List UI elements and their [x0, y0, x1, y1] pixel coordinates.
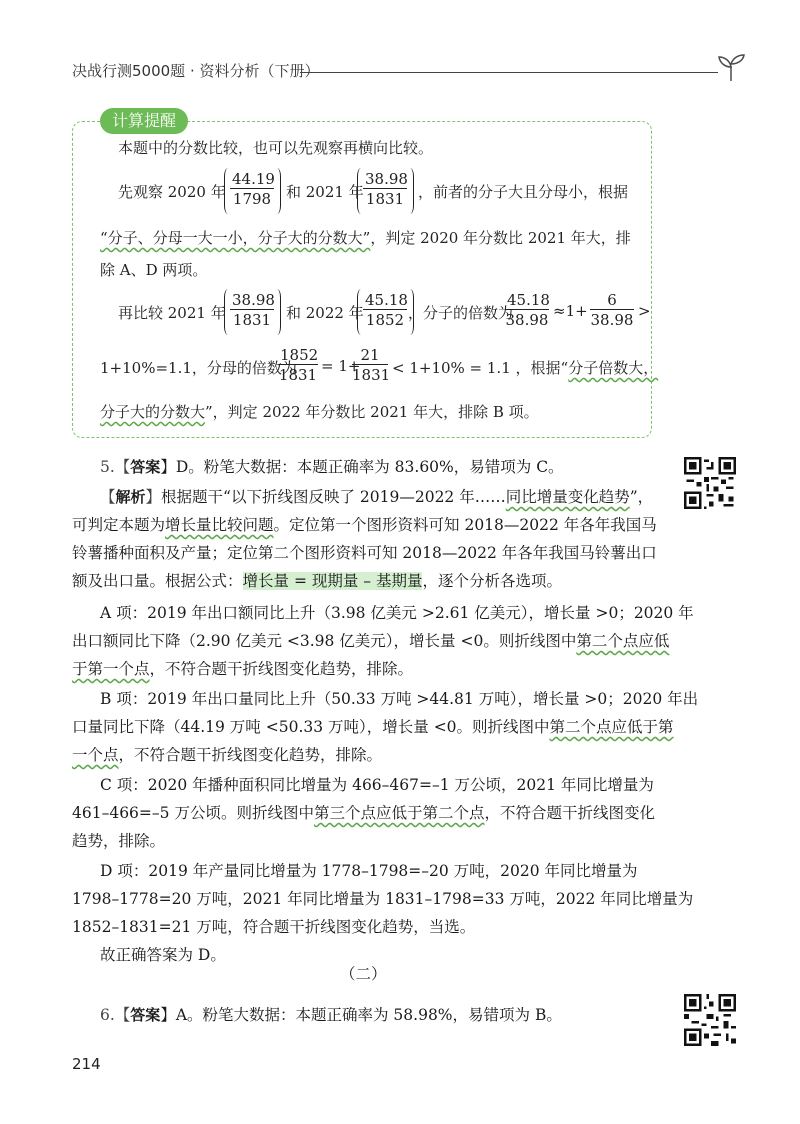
sprout-icon: [716, 50, 746, 82]
qr-code-icon[interactable]: [684, 994, 736, 1046]
option-d-line-3: 1852–1831=21 万吨，符合题干折线图变化趋势，当选。: [72, 918, 476, 936]
page-number: 214: [72, 1055, 101, 1073]
option-a-line-1: A 项：2019 年出口额同比上升（3.98 亿美元 >2.61 亿美元），增长量 >0；2020 年: [100, 604, 694, 622]
option-b-line-2: 口量同比下降（44.19 万吨 <50.33 万吨），增长量 <0。则折线图中第二个点应低于第: [72, 718, 674, 736]
fraction: $\frac{44.19}{1798}$: [232, 170, 275, 208]
q6-answer-line: 6.【答案】A。粉笔大数据：本题正确率为 58.98%，易错项为 B。: [100, 1006, 562, 1024]
paren: [273, 168, 281, 214]
tip-line-5a: 再比较 2021 年: [118, 304, 226, 322]
tip-line-7: 分子大的分数大”，判定 2022 年分数比 2021 年大，排除 B 项。: [100, 403, 539, 421]
tip-line-5e: >: [638, 302, 651, 320]
paren: [273, 289, 281, 335]
qr-code-icon[interactable]: [684, 457, 736, 509]
tip-line-6b: = 1+: [321, 357, 361, 375]
tip-line-5b: 和 2022 年: [286, 304, 364, 322]
fraction: $\frac{21}{1831}$: [352, 346, 391, 384]
option-d-line-2: 1798–1778=20 万吨，2021 年同比增量为 1831–1798=33 万吨，2022 年同比增量为: [72, 890, 694, 908]
fraction: $\frac{38.98}{1831}$: [232, 291, 275, 329]
tip-line-2b: 和 2021 年: [286, 183, 364, 201]
option-b-line-3: 一个点，不符合题干折线图变化趋势，排除。: [72, 746, 383, 764]
tip-line-5d: ≈1+: [553, 302, 588, 320]
analysis-line-2: 可判定本题为增长量比较问题。定位第一个图形资料可知 2018—2022 年各年我国马: [72, 516, 657, 534]
option-c-line-1: C 项：2020 年播种面积同比增量为 466–467=–1 万公顷，2021 年同比增量为: [100, 776, 654, 794]
tip-line-3: “分子、分母一大一小，分子大的分数大”，判定 2020 年分数比 2021 年大，排: [100, 229, 631, 247]
option-d-line-1: D 项：2019 年产量同比增量为 1778–1798=–20 万吨，2020 年同比增量为: [100, 862, 638, 880]
paren: [406, 168, 414, 214]
tip-line-2c: ，前者的分子大且分母小，根据: [418, 183, 629, 201]
fraction: $\frac{45.18}{38.98}$: [505, 291, 550, 329]
option-b-line-1: B 项：2019 年出口量同比上升（50.33 万吨 >44.81 万吨），增长量 >0；2020 年出: [100, 690, 699, 708]
fraction: $\frac{6}{38.98}$: [590, 291, 634, 329]
tip-line-4: 除 A、D 两项。: [100, 261, 208, 279]
section-heading: （二）: [340, 965, 387, 983]
book-title: 决战行测5000题 · 资料分析（下册）: [72, 62, 320, 80]
option-a-line-2: 出口额同比下降（2.90 亿美元 <3.98 亿美元），增长量 <0。则折线图中第二个点应低: [72, 632, 670, 650]
tip-line-6c: < 1+10% = 1.1 ，根据“分子倍数大，: [392, 359, 659, 377]
analysis-line-3: 铃薯播种面积及产量；定位第二个图形资料可知 2018—2022 年各年我国马铃薯出口: [72, 544, 657, 562]
q5-answer-line: 5.【答案】D。粉笔大数据：本题正确率为 83.60%，易错项为 C。: [100, 458, 564, 476]
analysis-line-4: 额及出口量。根据公式：增长量 = 现期量 – 基期量，逐个分析各选项。: [72, 572, 562, 590]
option-a-line-3: 于第一个点，不符合题干折线图变化趋势，排除。: [72, 660, 414, 678]
tip-tag: 计算提醒: [100, 108, 188, 134]
formula-highlight: 增长量 = 现期量 – 基期量: [242, 572, 423, 590]
tip-line-6a: 1+10%=1.1，分母的倍数为: [100, 359, 297, 377]
tip-line-5c: ，分子的倍数为: [408, 304, 514, 322]
option-c-line-3: 趋势，排除。: [72, 832, 166, 850]
conclusion: 故正确答案为 D。: [100, 946, 226, 964]
header-rule: [300, 72, 718, 73]
analysis-line-1: 【解析】根据题干“以下折线图反映了 2019—2022 年……同比增量变化趋势”，: [100, 488, 654, 506]
tip-line-2a: 先观察 2020 年: [118, 183, 226, 201]
tip-line-1: 本题中的分数比较，也可以先观察再横向比较。: [118, 139, 434, 157]
fraction: $\frac{45.18}{1852}$: [365, 291, 408, 329]
option-c-line-2: 461–466=–5 万公顷。则折线图中第三个点应低于第二个点，不符合题干折线图变化: [72, 804, 655, 822]
fraction: $\frac{38.98}{1831}$: [365, 170, 408, 208]
fraction: $\frac{1852}{1831}$: [278, 346, 319, 384]
